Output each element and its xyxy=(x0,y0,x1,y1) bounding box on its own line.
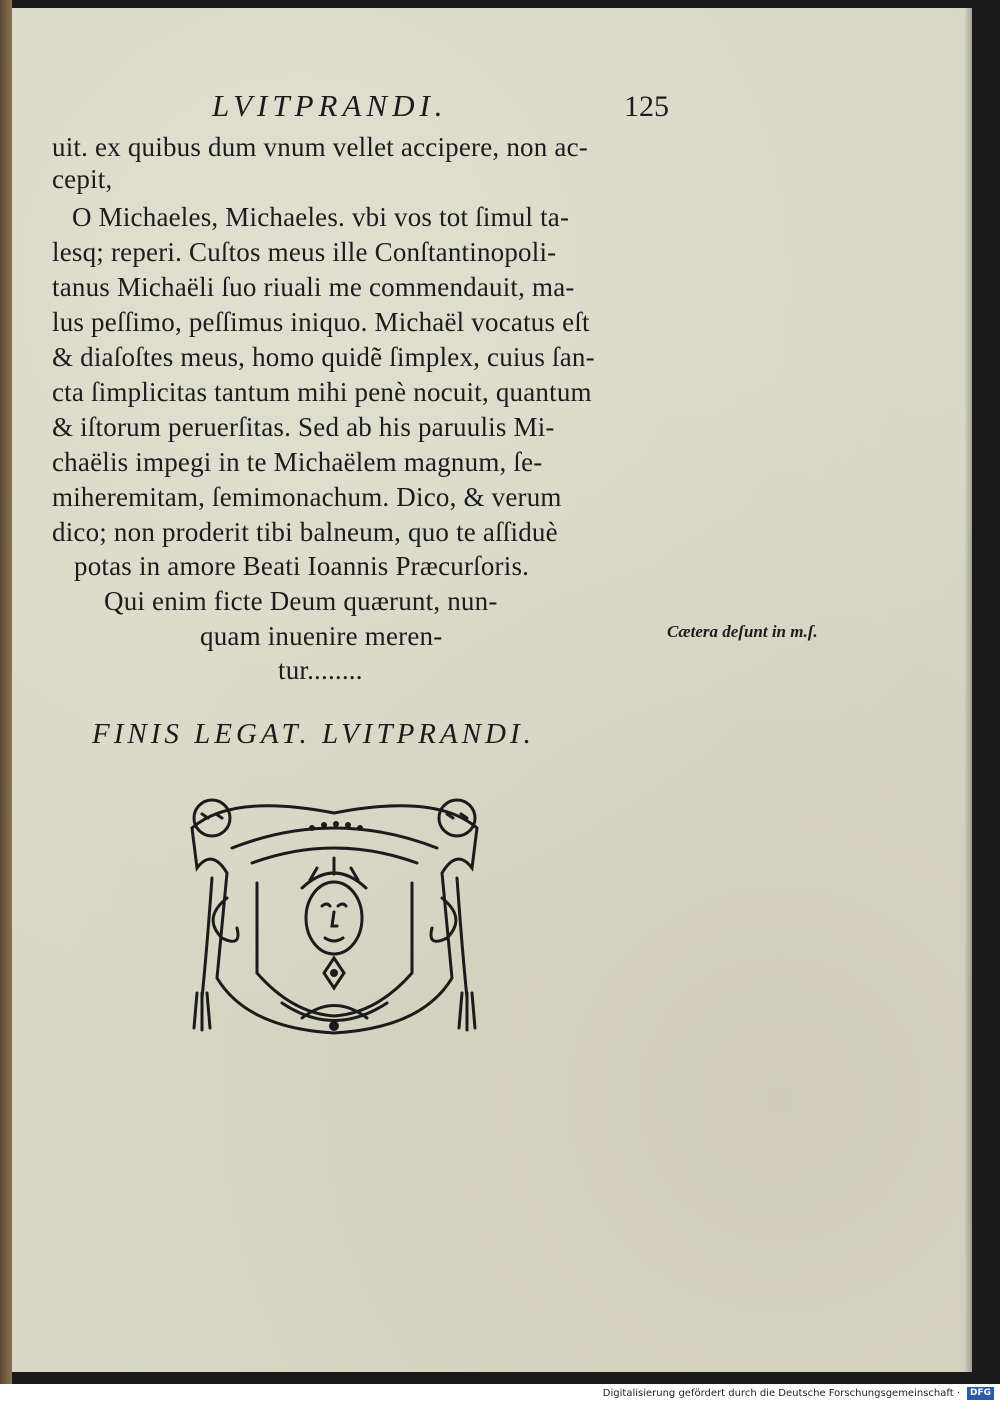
body-line: O Michaeles, Michaeles. vbi vos tot ſimul ta- xyxy=(72,202,570,232)
marginal-note: Cætera deſunt in m.ſ. xyxy=(667,622,818,641)
body-line: chaëlis impegi in te Michaëlem magnum, ſe- xyxy=(52,447,543,477)
body-line: & iſtorum peruerſitas. Sed ab his paruulis Mi- xyxy=(52,412,555,442)
body-line: cepit, xyxy=(52,164,113,194)
body-line: quam inuenire meren- xyxy=(200,621,443,651)
page-edge-shadow xyxy=(964,8,972,1372)
body-line: potas in amore Beati Ioannis Præcurſoris. xyxy=(74,551,530,581)
running-head: LVITPRANDI. xyxy=(212,88,448,123)
printer-ornament-icon xyxy=(172,788,497,1043)
body-line: dico; non proderit tibi balneum, quo te aſſiduè xyxy=(52,517,558,547)
body-line: tanus Michaëli ſuo riuali me commendauit, ma- xyxy=(52,272,575,302)
body-line: miheremitam, ſemimonachum. Dico, & verum xyxy=(52,482,562,512)
body-line: Qui enim ficte Deum quærunt, nun- xyxy=(104,586,498,616)
finis-line: FINIS LEGAT. LVITPRANDI. xyxy=(92,718,535,750)
digitization-credit: Digitalisierung gefördert durch die Deutsche Forschungsgemeinschaft · xyxy=(602,1388,960,1399)
body-line: tur........ xyxy=(278,655,363,685)
page-number: 125 xyxy=(624,90,669,123)
body-line: & diaſoſtes meus, homo quidẽ ſimplex, cuius ſan- xyxy=(52,342,595,372)
body-line: lus peſſimo, peſſimus iniquo. Michaël vocatus eſt xyxy=(52,307,590,337)
body-line: lesq; reperi. Cuſtos meus ille Conſtantinopoli- xyxy=(52,237,557,267)
book-page xyxy=(12,8,972,1372)
body-line: cta ſimplicitas tantum mihi penè nocuit, quantum xyxy=(52,377,592,407)
body-line: uit. ex quibus dum vnum vellet accipere, non ac- xyxy=(52,132,588,162)
book-binding-edge xyxy=(0,0,12,1384)
dfg-logo-icon: DFG xyxy=(967,1387,994,1400)
